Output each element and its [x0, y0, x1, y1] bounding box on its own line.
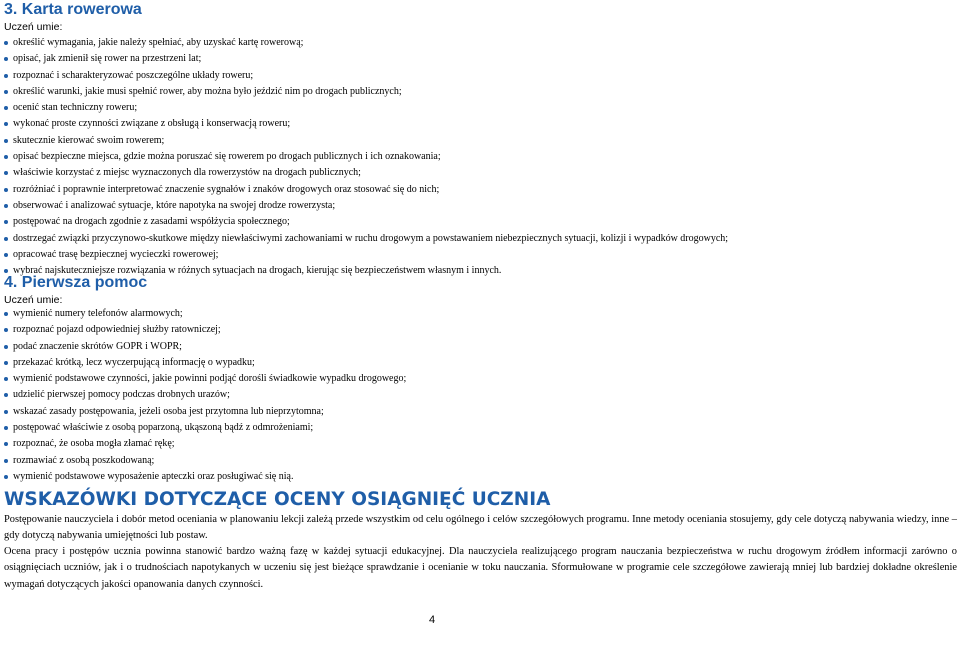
bullet-icon	[4, 377, 8, 381]
section-3-intro: Uczeń umie:	[4, 21, 63, 33]
list-item-text: rozpoznać i scharakteryzować poszczególne układy roweru;	[13, 69, 254, 81]
bullet-icon	[4, 410, 8, 414]
list-item-text: dostrzegać związki przyczynowo-skutkowe między niewłaściwymi zachowaniami w ruchu drogowym a powstawaniem niebezpiecznych sytuacji, kolizji i wypadków drogowych;	[13, 232, 729, 244]
list-item	[0, 339, 956, 355]
list-item	[0, 306, 956, 322]
bullet-icon	[4, 253, 8, 257]
list-item	[0, 387, 956, 403]
bullet-icon	[4, 204, 8, 208]
list-item	[0, 100, 956, 116]
list-item-text: postępować na drogach zgodnie z zasadami współżycia społecznego;	[13, 216, 290, 228]
bullet-icon	[4, 237, 8, 241]
guidance-title: WSKAZÓWKI DOTYCZĄCE OCENY OSIĄGNIĘĆ UCZNIA	[4, 489, 551, 510]
bullet-icon	[4, 393, 8, 397]
list-item	[0, 116, 956, 132]
list-item	[0, 453, 956, 469]
list-item-text: wykonać proste czynności związane z obsługą i konserwacją roweru;	[13, 118, 291, 130]
list-item-text: podać znaczenie skrótów GOPR i WOPR;	[13, 340, 182, 352]
list-item	[0, 355, 956, 371]
list-item	[0, 133, 956, 149]
list-item	[0, 149, 956, 165]
guidance-paragraph-1: Postępowanie nauczyciela i dobór metod oceniania w planowaniu lekcji zależą przede wszystkim od celu ogólnego i celów szczegółowych programu. Inne metody oceniania stosujemy, gdy cele dotyczą nabywania wiedzy, inne – gdy dotyczą nabywania umiejętności lub postaw.	[4, 514, 957, 542]
section-3-list	[0, 35, 956, 279]
bullet-icon	[4, 269, 8, 273]
bullet-icon	[4, 57, 8, 61]
section-4-list	[0, 306, 956, 485]
list-item-text: przekazać krótką, lecz wyczerpującą informację o wypadku;	[13, 356, 255, 368]
list-item-text: ocenić stan techniczny roweru;	[13, 102, 138, 114]
bullet-icon	[4, 459, 8, 463]
list-item-text: postępować właściwie z osobą poparzoną, ukąszoną bądź z odmrożeniami;	[13, 422, 314, 434]
guidance-paragraph-2: Ocena pracy i postępów ucznia powinna stanowić bardzo ważną fazę w każdej sytuacji edukacyjnej. Dla nauczyciela realizującego program nauczania bezpieczeństwa w ruchu drogowym źródłem informacji zarówno o osiągnięciach uczniów, jak i o trudnościach napotykanych w uczeniu się jest bieżące sprawdzanie i ocenianie w toku nauczania. Sformułowane w programie cele szczegółowe zawierają mniej lub bardziej dokładne określenie wymagań dotyczących jakości opanowania danych czynności.	[4, 546, 957, 590]
list-item-text: rozmawiać z osobą poszkodowaną;	[13, 454, 155, 466]
list-item	[0, 84, 956, 100]
section-3-title: 3. Karta rowerowa	[4, 1, 142, 18]
bullet-icon	[4, 361, 8, 365]
list-item	[0, 165, 956, 181]
list-item-text: wskazać zasady postępowania, jeżeli osoba jest przytomna lub nieprzytomna;	[13, 405, 324, 417]
list-item	[0, 198, 956, 214]
bullet-icon	[4, 475, 8, 479]
list-item-text: wybrać najskuteczniejsze rozwiązania w różnych sytuacjach na drogach, kierując się bezpieczeństwem własnym i innych.	[13, 265, 502, 277]
list-item	[0, 371, 956, 387]
list-item	[0, 436, 956, 452]
bullet-icon	[4, 171, 8, 175]
bullet-icon	[4, 106, 8, 110]
bullet-icon	[4, 188, 8, 192]
list-item-text: rozróżniać i poprawnie interpretować znaczenie sygnałów i znaków drogowych oraz stosować się do nich;	[13, 183, 440, 195]
list-item	[0, 469, 956, 485]
bullet-icon	[4, 312, 8, 316]
bullet-icon	[4, 90, 8, 94]
section-4-intro: Uczeń umie:	[4, 294, 63, 306]
list-item-text: skutecznie kierować swoim rowerem;	[13, 134, 165, 146]
list-item-text: wymienić numery telefonów alarmowych;	[13, 308, 183, 319]
list-item-text: opisać bezpieczne miejsca, gdzie można poruszać się rowerem po drogach publicznych i ich oznakowania;	[13, 151, 441, 163]
list-item-text: właściwie korzystać z miejsc wyznaczonych dla rowerzystów na drogach publicznych;	[13, 167, 361, 179]
bullet-icon	[4, 41, 8, 45]
list-item	[0, 214, 956, 230]
list-item-text: udzielić pierwszej pomocy podczas drobnych urazów;	[13, 389, 230, 401]
list-item-text: opisać, jak zmienił się rower na przestrzeni lat;	[13, 53, 202, 65]
list-item	[0, 182, 956, 198]
list-item	[0, 35, 956, 51]
list-item-text: wymienić podstawowe wyposażenie apteczki oraz posługiwać się nią.	[13, 470, 294, 482]
list-item	[0, 68, 956, 84]
list-item	[0, 231, 956, 247]
bullet-icon	[4, 139, 8, 143]
list-item-text: wymienić podstawowe czynności, jakie powinni podjąć dorośli świadkowie wypadku drogowego;	[13, 373, 407, 385]
list-item	[0, 322, 956, 338]
bullet-icon	[4, 122, 8, 126]
bullet-icon	[4, 155, 8, 159]
list-item	[0, 404, 956, 420]
list-item-text: określić warunki, jakie musi spełnić rower, aby można było jeździć nim po drogach publicznych;	[13, 85, 402, 97]
bullet-icon	[4, 220, 8, 224]
list-item-text: obserwować i analizować sytuacje, które napotyka na swojej drodze rowerzysta;	[13, 199, 336, 211]
list-item-text: rozpoznać, że osoba mogła złamać rękę;	[13, 438, 175, 450]
bullet-icon	[4, 74, 8, 78]
list-item-text: określić wymagania, jakie należy spełniać, aby uzyskać kartę rowerową;	[13, 37, 304, 48]
list-item	[0, 420, 956, 436]
list-item	[0, 247, 956, 263]
bullet-icon	[4, 442, 8, 446]
page-number: 4	[429, 614, 436, 626]
bullet-icon	[4, 426, 8, 430]
list-item-text: rozpoznać pojazd odpowiedniej służby ratowniczej;	[13, 324, 221, 336]
section-4-title: 4. Pierwsza pomoc	[4, 274, 148, 291]
bullet-icon	[4, 345, 8, 349]
list-item-text: opracować trasę bezpiecznej wycieczki rowerowej;	[13, 248, 219, 260]
list-item	[0, 51, 956, 67]
bullet-icon	[4, 328, 8, 332]
